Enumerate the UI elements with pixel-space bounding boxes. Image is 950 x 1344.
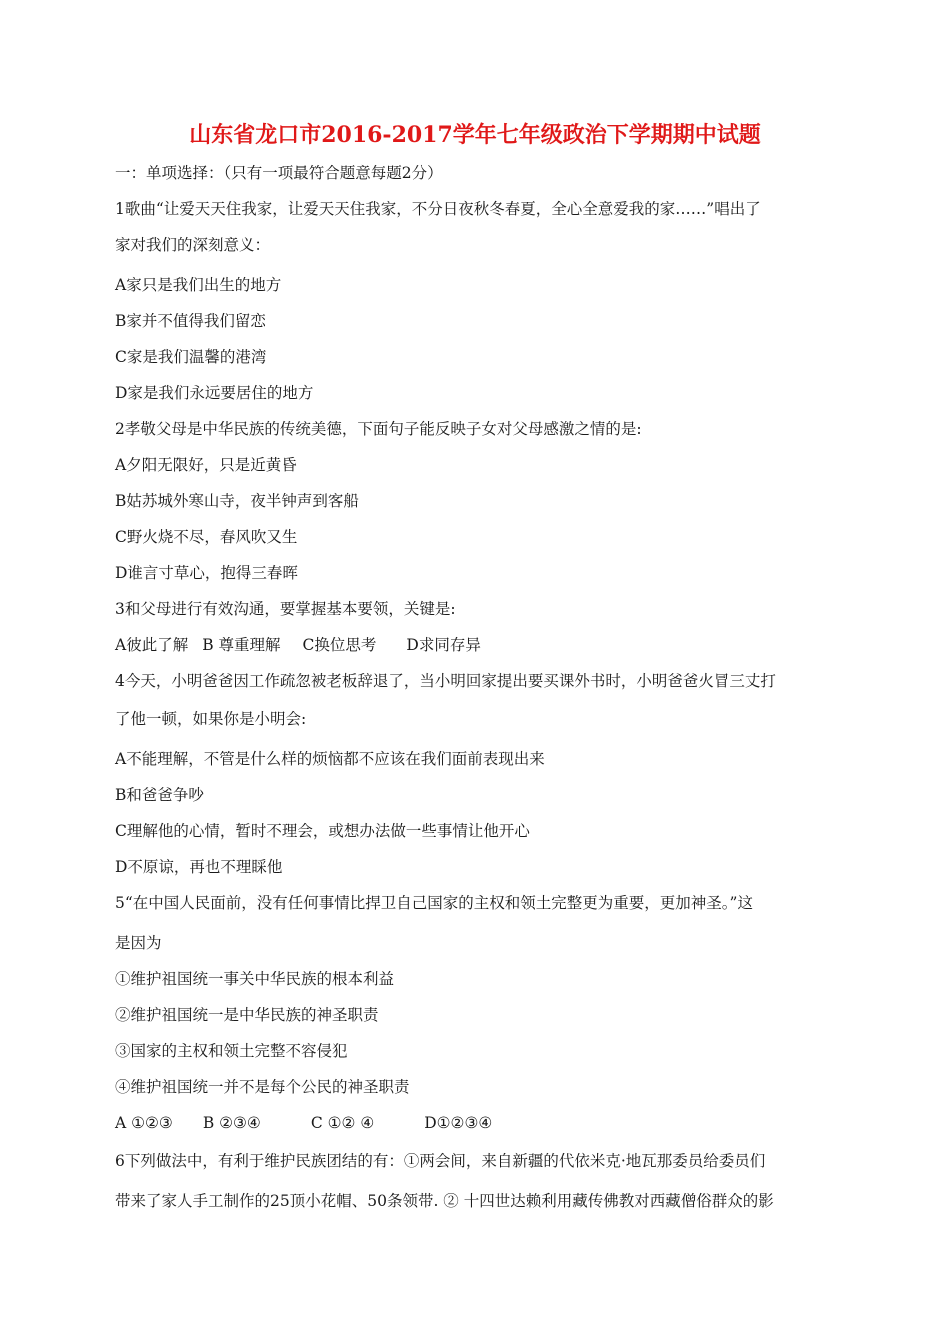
question-5-option-c: C ①② ④ — [310, 1114, 375, 1132]
question-5-statement-1: ①维护祖国统一事关中华民族的根本利益 — [115, 970, 395, 988]
question-2-option-c: C野火烧不尽，春风吹又生 — [115, 528, 298, 546]
question-6-text-line-1: 6下列做法中，有利于维护民族团结的有：①两会间，来自新疆的代依米克·地瓦那委员给委员们 — [115, 1152, 766, 1170]
question-5-option-d: D①②③④ — [424, 1114, 493, 1132]
question-5-option-b: B ②③④ — [202, 1114, 261, 1132]
question-4-option-d: D不原谅，再也不理睬他 — [115, 858, 283, 876]
question-5-text-line-2: 是因为 — [115, 934, 162, 952]
question-3-option-b: B 尊重理解 — [202, 636, 281, 654]
question-5-statement-4: ④维护祖国统一并不是每个公民的神圣职责 — [115, 1078, 410, 1096]
question-2-option-d: D谁言寸草心，抱得三春晖 — [115, 564, 298, 582]
question-2-option-b: B姑苏城外寒山寺，夜半钟声到客船 — [115, 492, 359, 510]
question-4-text-line-1: 4今天，小明爸爸因工作疏忽被老板辞退了，当小明回家提出要买课外书时，小明爸爸火冒三丈打 — [115, 672, 776, 690]
question-5-text-line-1: 5“在中国人民面前，没有任何事情比捍卫自己国家的主权和领土完整更为重要，更加神圣。”这 — [115, 894, 753, 912]
question-4-text-line-2: 了他一顿，如果你是小明会: — [115, 710, 307, 728]
question-2-text: 2孝敬父母是中华民族的传统美德，下面句子能反映子女对父母感激之情的是: — [115, 420, 642, 438]
question-1-option-c: C家是我们温馨的港湾 — [115, 348, 267, 366]
question-6-text-line-2: 带来了家人手工制作的25顶小花帽、50条领带. ② 十四世达赖利用藏传佛教对西藏僧俗群众的影 — [115, 1192, 774, 1210]
question-1-text-line-1: 1歌曲“让爱天天住我家，让爱天天住我家，不分日夜秋冬春夏，全心全意爱我的家……”唱出了 — [115, 200, 761, 218]
question-5-statement-3: ③国家的主权和领土完整不容侵犯 — [115, 1042, 348, 1060]
question-1-option-d: D家是我们永远要居住的地方 — [115, 384, 314, 402]
question-2-option-a: A夕阳无限好，只是近黄昏 — [115, 456, 297, 474]
question-5-options — [115, 1113, 492, 1133]
section-heading: 一：单项选择：（只有一项最符合题意每题2分） — [115, 164, 443, 182]
question-5-option-a: A ①②③ — [115, 1114, 173, 1132]
question-3-option-c: C换位思考 — [302, 636, 377, 654]
question-1-option-b: B家并不值得我们留恋 — [115, 312, 266, 330]
question-4-option-b: B和爸爸争吵 — [115, 786, 204, 804]
question-1-option-a: A家只是我们出生的地方 — [115, 276, 282, 294]
question-3-options — [115, 635, 481, 655]
question-5-statement-2: ②维护祖国统一是中华民族的神圣职责 — [115, 1006, 379, 1024]
question-4-option-c: C理解他的心情，暂时不理会，或想办法做一些事情让他开心 — [115, 822, 530, 840]
question-1-text-line-2: 家对我们的深刻意义： — [115, 236, 271, 254]
document-title: 山东省龙口市2016-2017学年七年级政治下学期期中试题 — [189, 122, 761, 148]
question-3-text: 3和父母进行有效沟通，要掌握基本要领，关键是: — [115, 600, 456, 618]
question-3-option-a: A彼此了解 — [115, 636, 189, 654]
question-4-option-a: A不能理解，不管是什么样的烦恼都不应该在我们面前表现出来 — [115, 750, 545, 768]
question-3-option-d: D求同存异 — [406, 636, 481, 654]
